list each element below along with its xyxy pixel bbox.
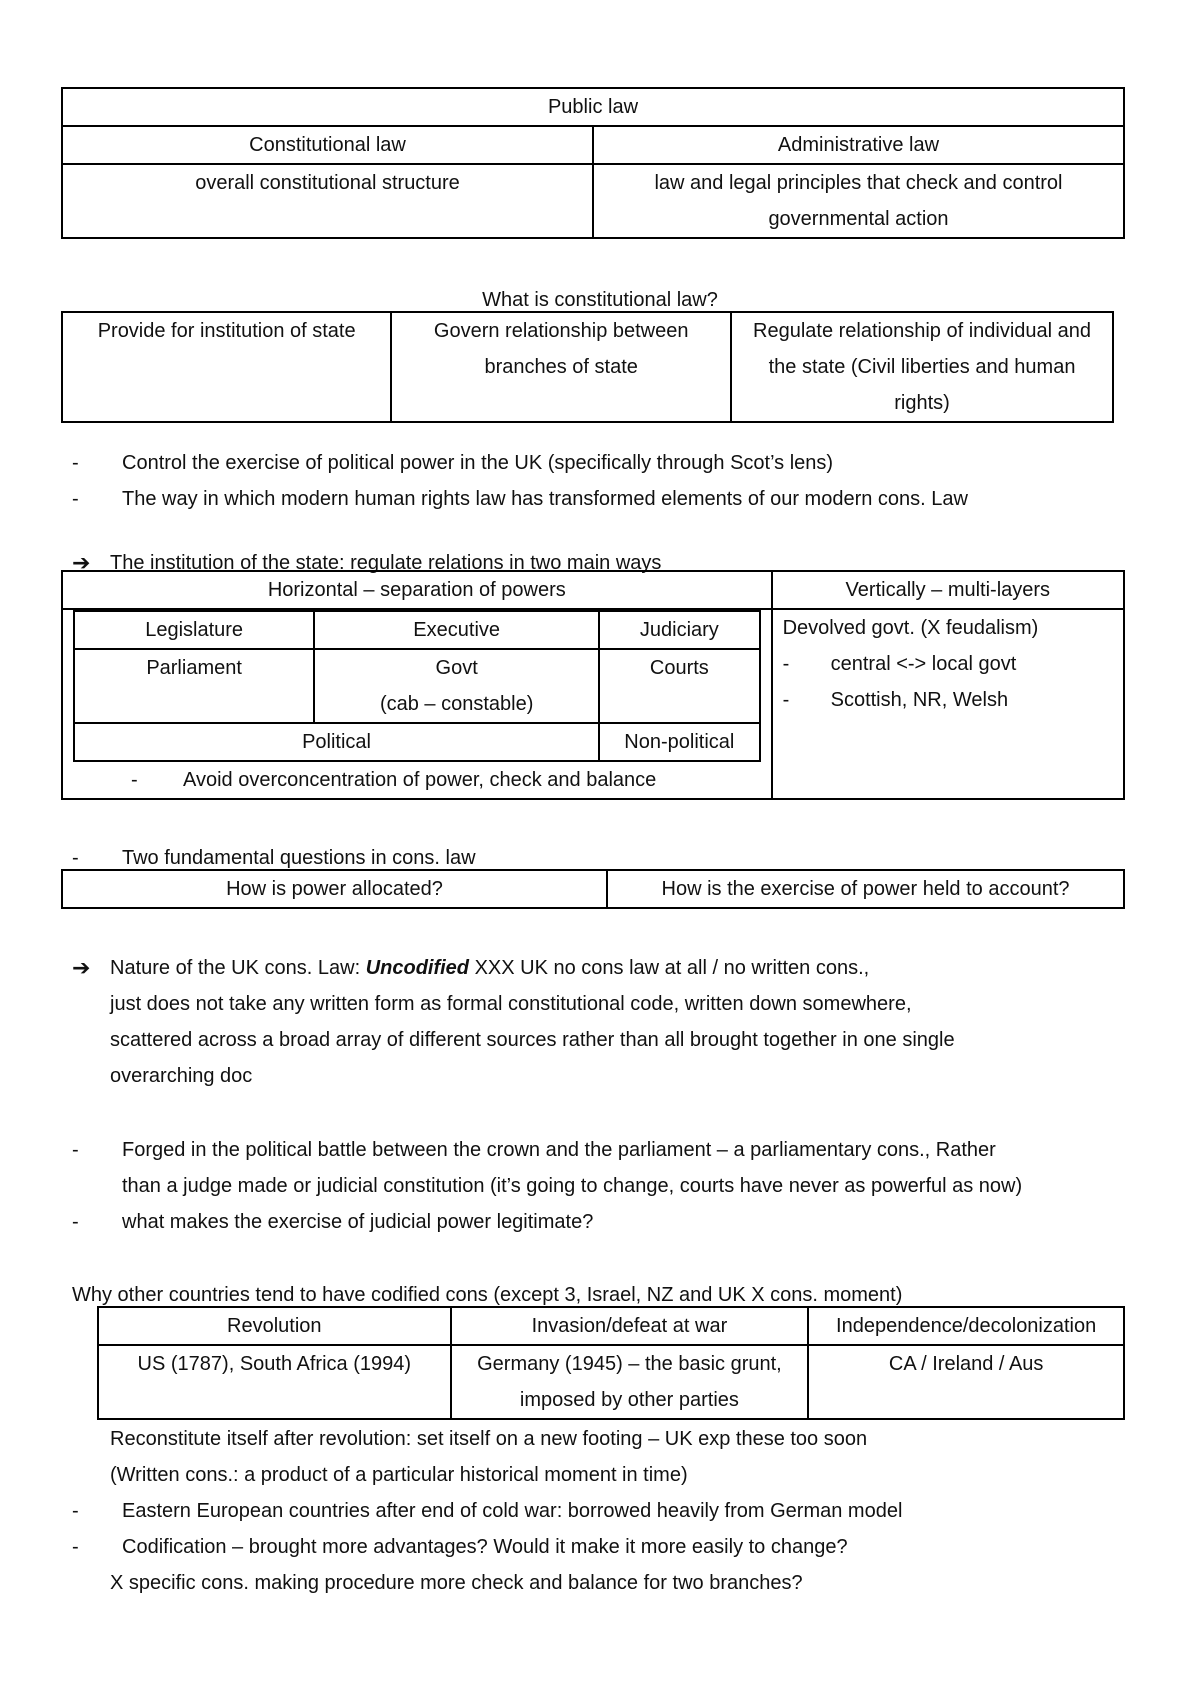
fundamental-table: [61, 869, 1125, 909]
legitimate-bullet: what makes the exercise of judicial power legitimate?: [122, 1211, 594, 1233]
vertical-item-text: central <-> local govt: [830, 653, 1017, 675]
eastern-europe-bullet: Eastern European countries after end of cold war: borrowed heavily from German model: [122, 1500, 903, 1522]
parliament-label: Parliament: [74, 649, 314, 723]
codification-bullet: Codification – brought more advantages? Would it make it more easily to change?: [122, 1536, 848, 1558]
written-cons-line: (Written cons.: a product of a particular historical moment in time): [110, 1464, 688, 1486]
institution-heading: The institution of the state: regulate relations in two main ways: [110, 552, 662, 574]
dash-marker: -: [72, 847, 79, 869]
nature-heading: [110, 950, 869, 986]
courts-label: Courts: [599, 649, 760, 723]
dash-marker: -: [72, 488, 79, 510]
vertical-item: [783, 682, 1117, 718]
devolved-text: Devolved govt. (X feudalism): [782, 617, 1039, 639]
independence-header: Independence/decolonization: [808, 1307, 1124, 1345]
institution-table: [61, 570, 1125, 800]
question-allocated: How is power allocated?: [62, 870, 607, 908]
public-law-table: [61, 87, 1125, 239]
dash-marker: -: [782, 689, 790, 711]
executive-label: Executive: [314, 611, 599, 649]
fundamental-bullet: Two fundamental questions in cons. law: [122, 847, 476, 869]
judiciary-label: Judiciary: [599, 611, 760, 649]
avoid-text: Avoid overconcentration of power, check and balance: [183, 769, 657, 791]
forged-line-1: Forged in the political battle between the crown and the parliament – a parliamentary cons., Rather: [122, 1139, 996, 1161]
vertical-title: Vertically – multi-layers: [772, 571, 1124, 609]
administrative-law-title: Administrative law: [593, 126, 1124, 164]
horizontal-title: Horizontal – separation of powers: [62, 571, 772, 609]
dash-marker: -: [131, 769, 138, 791]
what-is-table: [61, 311, 1114, 423]
arrow-icon: ➔: [72, 955, 91, 980]
public-law-header: Public law: [62, 88, 1124, 126]
bullet-human-rights: The way in which modern human rights law has transformed elements of our modern cons. Law: [122, 488, 968, 510]
what-is-cell-2: Govern relationship between branches of state: [391, 312, 731, 422]
bullet-control-power: Control the exercise of political power in the UK (specifically through Scot’s lens): [122, 452, 834, 474]
avoid-row: [73, 762, 761, 798]
nature-line: just does not take any written form as formal constitutional code, written down somewhere,: [110, 993, 912, 1015]
nature-suffix: XXX UK no cons law at all / no written cons.,: [469, 957, 870, 979]
administrative-law-desc: law and legal principles that check and control governmental action: [593, 164, 1124, 238]
what-is-cell-1: Provide for institution of state: [62, 312, 391, 422]
govt-label: Govt: [435, 657, 478, 679]
vertical-cell: [772, 609, 1124, 799]
horizontal-cell: [62, 609, 772, 799]
constitutional-law-desc: overall constitutional structure: [62, 164, 593, 238]
dash-marker: -: [72, 1211, 79, 1233]
separation-table: [73, 610, 761, 762]
nature-line: scattered across a broad array of different sources rather than all brought together in one single: [110, 1029, 955, 1051]
arrow-icon: ➔: [72, 550, 91, 575]
invasion-header: Invasion/defeat at war: [451, 1307, 809, 1345]
dash-marker: -: [72, 1139, 79, 1161]
dash-marker: -: [72, 452, 79, 474]
legislature-label: Legislature: [74, 611, 314, 649]
govt-cell: [314, 649, 599, 723]
vertical-item-text: Scottish, NR, Welsh: [830, 689, 1009, 711]
dash-marker: -: [72, 1500, 79, 1522]
independence-cell: CA / Ireland / Aus: [808, 1345, 1124, 1419]
revolution-header: Revolution: [98, 1307, 451, 1345]
political-label: Political: [74, 723, 599, 761]
specific-cons-line: X specific cons. making procedure more check and balance for two branches?: [110, 1572, 803, 1594]
constitutional-law-title: Constitutional law: [62, 126, 593, 164]
forged-line-2: than a judge made or judicial constitution (it’s going to change, courts have never as powerful as now): [122, 1175, 1023, 1197]
non-political-label: Non-political: [599, 723, 760, 761]
reconstitute-line: Reconstitute itself after revolution: set itself on a new footing – UK exp these too soon: [110, 1428, 868, 1450]
vertical-item: [783, 646, 1117, 682]
nature-line: overarching doc: [110, 1065, 253, 1087]
what-is-title: What is constitutional law?: [482, 289, 718, 311]
why-table: [97, 1306, 1125, 1420]
nature-prefix: Nature of the UK cons. Law:: [110, 957, 366, 979]
nature-emphasis: Uncodified: [365, 957, 470, 979]
why-title: Why other countries tend to have codified cons (except 3, Israel, NZ and UK X cons. moment): [72, 1284, 903, 1306]
govt-note: (cab – constable): [379, 693, 534, 715]
dash-marker: -: [782, 653, 790, 675]
invasion-cell: Germany (1945) – the basic grunt, imposed by other parties: [451, 1345, 809, 1419]
revolution-cell: US (1787), South Africa (1994): [98, 1345, 451, 1419]
dash-marker: -: [72, 1536, 79, 1558]
question-account: How is the exercise of power held to account?: [607, 870, 1124, 908]
what-is-cell-3: Regulate relationship of individual and the state (Civil liberties and human rights): [731, 312, 1113, 422]
